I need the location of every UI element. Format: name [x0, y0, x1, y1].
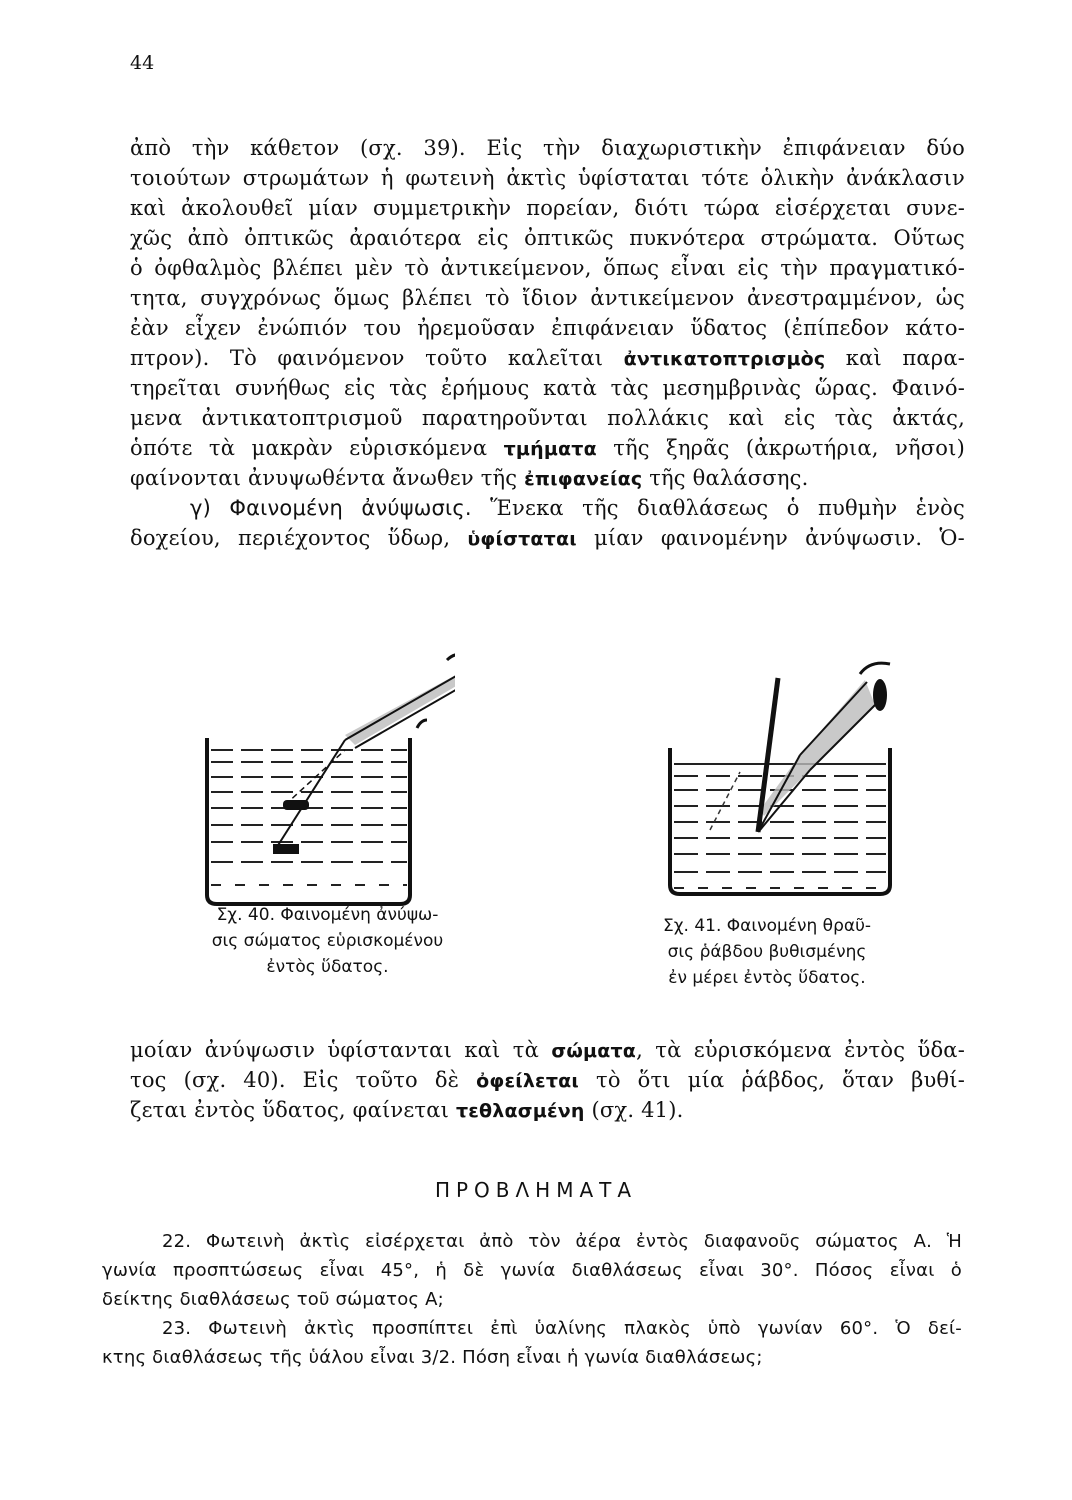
paragraph-apparent-elevation	[130, 493, 965, 553]
text-line	[130, 163, 965, 193]
text-segment: μίαν φαινομένην ἀνύψωσιν. Ὁ-	[576, 526, 965, 550]
bold-term: ἐπιφανείας	[524, 468, 643, 490]
page-number: 44	[130, 52, 155, 74]
text-line	[130, 463, 965, 493]
text-segment: (σχ. 41).	[584, 1098, 684, 1122]
bold-term: τεθλασμένη	[455, 1100, 585, 1122]
bold-term: τμήματα	[503, 438, 597, 460]
text-line	[130, 223, 965, 253]
paragraph-mirage	[130, 133, 965, 493]
text-segment: κτης διαθλάσεως τῆς ὑάλου εἶναι 3/2. Πόση εἶναι ἡ γωνία διαθλάσεως;	[102, 1347, 763, 1368]
problems-list	[102, 1227, 962, 1372]
text-line	[102, 1256, 962, 1285]
text-line	[130, 1035, 965, 1065]
problems-heading: ΠΡΟΒΛΗΜΑΤΑ	[434, 1178, 638, 1202]
text-segment: τῆς ξηρᾶς (ἀκρωτήρια, νῆσοι)	[596, 436, 965, 460]
text-line	[130, 313, 965, 343]
text-segment: δείκτης διαθλάσεως τοῦ σώματος Α;	[102, 1289, 444, 1310]
figure-40-caption	[205, 902, 450, 980]
text-segment: πτρον). Τὸ φαινόμενον τοῦτο καλεῖται	[130, 346, 624, 370]
text-segment: ὁπότε τὰ μακρὰν εὑρισκόμενα	[130, 436, 504, 460]
text-segment: τῆς θαλάσσης.	[642, 466, 809, 490]
text-segment: , τὰ εὑρισκόμενα ἐντὸς ὕδα-	[636, 1038, 965, 1062]
text-line	[130, 283, 965, 313]
text-segment: τηρεῖται συνήθως εἰς τὰς ἐρήμους κατὰ τὰς μεσημβρινὰς ὥρας. Φαινό-	[130, 376, 965, 400]
text-line	[130, 253, 965, 283]
text-line	[102, 1227, 962, 1256]
figure-41-caption	[632, 913, 902, 991]
text-segment: τος (σχ. 40). Εἰς τοῦτο δὲ	[130, 1068, 477, 1092]
text-line	[130, 523, 965, 553]
caption-line: σις σώματος εὑρισκομένου	[211, 931, 444, 951]
text-segment: γωνία προσπτώσεως εἶναι 45°, ἡ δὲ γωνία διαθλάσεως εἶναι 30°. Πόσος εἶναι ὁ	[102, 1260, 962, 1281]
text-line	[130, 493, 965, 523]
text-segment: δοχείου, περιέχοντος ὕδωρ,	[130, 526, 468, 550]
text-segment: γ) Φαινομένη ἀνύψωσις.	[190, 496, 472, 520]
text-segment: ζεται ἐντὸς ὕδατος, φαίνεται	[130, 1098, 456, 1122]
text-line	[102, 1314, 962, 1343]
text-line	[130, 193, 965, 223]
text-segment: ἐὰν εἶχεν ἐνώπιόν του ἠρεμοῦσαν ἐπιφάνειαν ὕδατος (ἐπίπεδον κάτο-	[130, 316, 965, 340]
figure-40-illustration	[195, 640, 455, 910]
text-segment: καὶ παρα-	[825, 346, 966, 370]
caption-line: σις ῥάβδου βυθισμένης	[667, 942, 867, 962]
text-segment: μενα ἀντικατοπτρισμοῦ παρατηροῦνται πολλάκις καὶ εἰς τὰς ἀκτάς,	[130, 406, 965, 430]
text-line	[102, 1343, 962, 1372]
text-line	[130, 373, 965, 403]
text-segment: τοιούτων στρωμάτων ἡ φωτεινὴ ἀκτὶς ὑφίσταται τότε ὁλικὴν ἀνάκλασιν	[130, 166, 965, 190]
text-segment: 22. Φωτεινὴ ἀκτὶς εἰσέρχεται ἀπὸ τὸν ἀέρα ἐντὸς διαφανοῦς σώματος Α. Ἡ	[162, 1231, 962, 1252]
text-segment: 23. Φωτεινὴ ἀκτὶς προσπίπτει ἐπὶ ὑαλίνης πλακὸς ὑπὸ γωνίαν 60°. Ὁ δεί-	[162, 1318, 962, 1339]
bold-term: ὀφείλεται	[476, 1070, 580, 1092]
text-line	[130, 343, 965, 373]
text-line	[102, 1285, 962, 1314]
text-segment: μοίαν ἀνύψωσιν ὑφίστανται καὶ τὰ	[130, 1038, 552, 1062]
caption-line: Σχ. 40. Φαινομένη ἀνύψω-	[216, 905, 439, 925]
text-line	[130, 403, 965, 433]
caption-line: Σχ. 41. Φαινομένη θραῦ-	[662, 916, 872, 936]
text-segment: χῶς ἀπὸ ὀπτικῶς ἀραιότερα εἰς ὀπτικῶς πυκνότερα στρώματα. Οὕτως	[130, 226, 965, 250]
text-line	[130, 1095, 965, 1125]
text-segment: ἀπὸ τὴν κάθετον (σχ. 39). Εἰς τὴν διαχωριστικὴν ἐπιφάνειαν δύο	[130, 136, 965, 160]
caption-line: ἐντὸς ὕδατος.	[266, 957, 389, 977]
text-segment: καὶ ἀκολουθεῖ μίαν συμμετρικὴν πορείαν, διότι τώρα εἰσέρχεται συνε-	[130, 196, 965, 220]
text-segment: ὁ ὀφθαλμὸς βλέπει μὲν τὸ ἀντικείμενον, ὅπως εἶναι εἰς τὴν πραγματικό-	[130, 256, 965, 280]
caption-line: ἐν μέρει ἐντὸς ὕδατος.	[668, 968, 866, 988]
text-segment: φαίνονται ἀνυψωθέντα ἄνωθεν τῆς	[130, 466, 525, 490]
bold-term: ἀντικατοπτρισμὸς	[623, 348, 826, 370]
text-line	[130, 433, 965, 463]
text-segment: τητα, συγχρόνως ὅμως βλέπει τὸ ἴδιον ἀντικείμενον ἀνεστραμμένον, ὡς	[130, 286, 965, 310]
figure-41-illustration	[660, 660, 900, 910]
eye-icon	[447, 654, 455, 672]
text-line	[130, 133, 965, 163]
text-segment: Ἕνεκα τῆς διαθλάσεως ὁ πυθμὴν ἑνὸς	[471, 496, 965, 520]
text-segment: τὸ ὅτι μία ῥάβδος, ὅταν βυθί-	[579, 1068, 965, 1092]
text-line	[130, 1065, 965, 1095]
paragraph-refraction-objects	[130, 1035, 965, 1125]
bold-term: ὑφίσταται	[467, 528, 577, 550]
eye-icon	[873, 679, 887, 711]
bold-term: σώματα	[551, 1040, 637, 1062]
